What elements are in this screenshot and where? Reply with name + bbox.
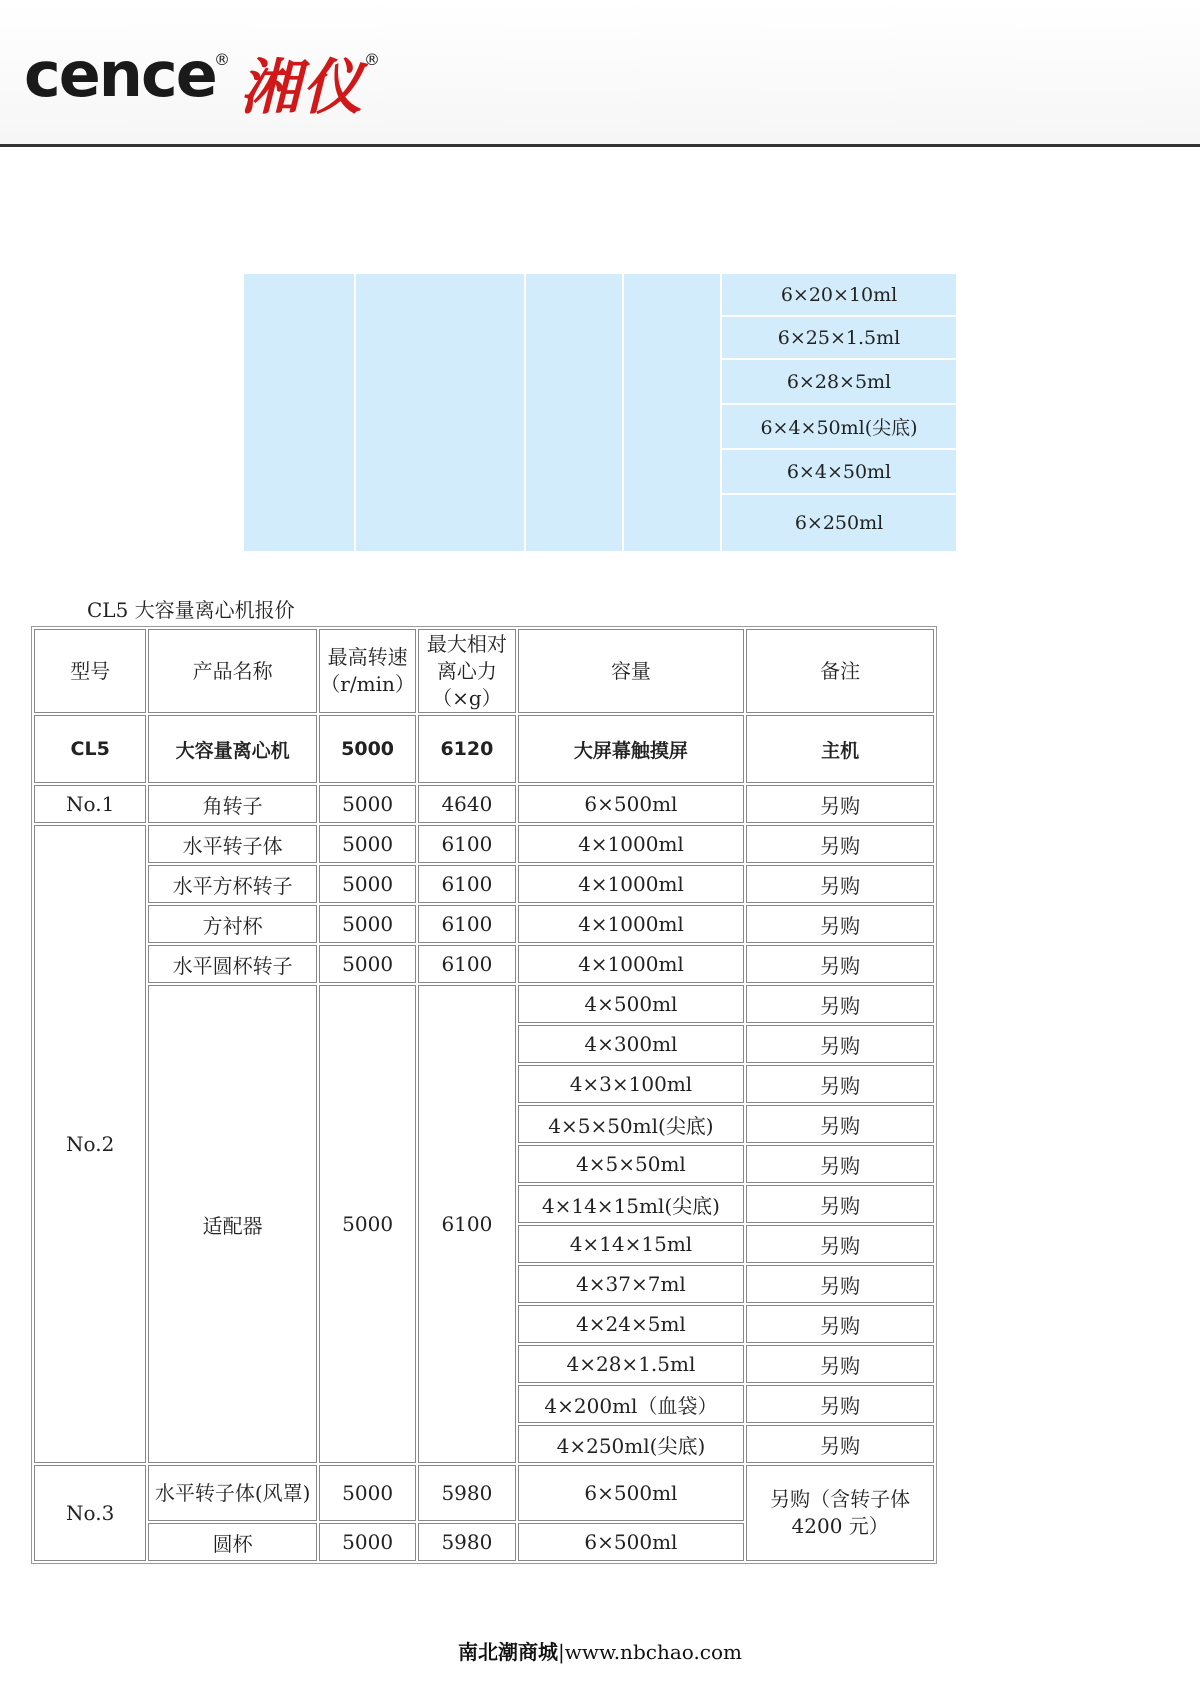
adapter-note: 另购	[746, 1425, 934, 1463]
rotor-force: 6100	[418, 905, 515, 943]
empty-cell	[624, 274, 720, 551]
host-name: 大容量离心机	[148, 715, 317, 783]
page-footer	[0, 1636, 1200, 1665]
footer-separator: |	[557, 1640, 565, 1664]
capacity-cell: 6×20×10ml	[722, 274, 956, 315]
registered-mark: ®	[214, 50, 230, 69]
host-note: 主机	[746, 715, 934, 783]
no3-capacity: 6×500ml	[518, 1523, 745, 1561]
adapter-capacity: 4×5×50ml	[518, 1145, 745, 1183]
host-speed: 5000	[319, 715, 416, 783]
rotor-name: 方衬杯	[148, 905, 317, 943]
adapter-capacity: 4×37×7ml	[518, 1265, 745, 1303]
adapter-speed: 5000	[319, 985, 416, 1463]
footer-site-name: 南北潮商城	[457, 1640, 558, 1664]
adapter-capacity: 4×14×15ml	[518, 1225, 745, 1263]
no3-force: 5980	[418, 1523, 515, 1561]
adapter-capacity: 4×28×1.5ml	[518, 1345, 745, 1383]
no3-name: 水平转子体(风罩)	[148, 1465, 317, 1521]
adapter-note: 另购	[746, 1225, 934, 1263]
no3-name: 圆杯	[148, 1523, 317, 1561]
empty-cell	[526, 274, 622, 551]
no3-capacity: 6×500ml	[518, 1465, 745, 1521]
footer-url[interactable]: www.nbchao.com	[564, 1640, 743, 1664]
adapter-capacity: 4×14×15ml(尖底)	[518, 1185, 745, 1223]
adapter-note: 另购	[746, 1065, 934, 1103]
capacity-cell: 6×4×50ml	[722, 450, 956, 493]
header-name: 产品名称	[148, 629, 317, 713]
rotor-speed: 5000	[319, 945, 416, 983]
continued-capacity-table	[242, 272, 958, 553]
adapter-capacity: 4×3×100ml	[518, 1065, 745, 1103]
host-force: 6120	[418, 715, 515, 783]
adapter-note: 另购	[746, 1345, 934, 1383]
header-capacity: 容量	[518, 629, 745, 713]
no3-model: No.3	[34, 1465, 146, 1561]
rotor-force: 6100	[418, 825, 515, 863]
adapter-note: 另购	[746, 985, 934, 1023]
no3-force: 5980	[418, 1465, 515, 1521]
rotor-capacity: 4×1000ml	[518, 865, 745, 903]
empty-cell	[356, 274, 524, 551]
xiangyi-logo-text: 湘仪	[240, 53, 364, 123]
cence-logo-text: cence	[24, 38, 216, 111]
header-speed: 最高转速（r/min）	[319, 629, 416, 713]
rotor-force: 6100	[418, 865, 515, 903]
rotor-capacity: 4×1000ml	[518, 905, 745, 943]
capacity-cell: 6×25×1.5ml	[722, 317, 956, 358]
rotor-capacity: 4×1000ml	[518, 825, 745, 863]
registered-mark: ®	[364, 50, 380, 69]
no1-speed: 5000	[319, 785, 416, 823]
rotor-speed: 5000	[319, 865, 416, 903]
adapter-capacity: 4×5×50ml(尖底)	[518, 1105, 745, 1143]
rotor-capacity: 4×1000ml	[518, 945, 745, 983]
adapter-capacity: 4×200ml（血袋）	[518, 1385, 745, 1423]
no1-capacity: 6×500ml	[518, 785, 745, 823]
table-caption: CL5 大容量离心机报价	[87, 598, 295, 622]
adapter-capacity: 4×300ml	[518, 1025, 745, 1063]
adapter-capacity: 4×500ml	[518, 985, 745, 1023]
rotor-speed: 5000	[319, 905, 416, 943]
adapter-note: 另购	[746, 1105, 934, 1143]
rotor-name: 水平转子体	[148, 825, 317, 863]
adapter-note: 另购	[746, 1145, 934, 1183]
host-model: CL5	[34, 715, 146, 783]
adapter-name: 适配器	[148, 985, 317, 1463]
adapter-note: 另购	[746, 1265, 934, 1303]
rotor-name: 水平圆杯转子	[148, 945, 317, 983]
host-capacity: 大屏幕触摸屏	[518, 715, 745, 783]
adapter-note: 另购	[746, 1385, 934, 1423]
rotor-note: 另购	[746, 945, 934, 983]
no3-speed: 5000	[319, 1465, 416, 1521]
capacity-cell: 6×4×50ml(尖底)	[722, 405, 956, 448]
adapter-capacity: 4×250ml(尖底)	[518, 1425, 745, 1463]
header-note: 备注	[746, 629, 934, 713]
rotor-note: 另购	[746, 865, 934, 903]
price-table	[31, 626, 937, 1564]
adapter-note: 另购	[746, 1025, 934, 1063]
header-force: 最大相对离心力（×g）	[418, 629, 515, 713]
header-model: 型号	[34, 629, 146, 713]
no1-note: 另购	[746, 785, 934, 823]
rotor-force: 6100	[418, 945, 515, 983]
rotor-note: 另购	[746, 825, 934, 863]
adapter-note: 另购	[746, 1305, 934, 1343]
adapter-note: 另购	[746, 1185, 934, 1223]
empty-cell	[244, 274, 354, 551]
no2-model: No.2	[34, 825, 146, 1463]
no1-model: No.1	[34, 785, 146, 823]
no1-name: 角转子	[148, 785, 317, 823]
adapter-force: 6100	[418, 985, 515, 1463]
rotor-note: 另购	[746, 905, 934, 943]
no3-speed: 5000	[319, 1523, 416, 1561]
capacity-cell: 6×250ml	[722, 495, 956, 551]
no3-note: 另购（含转子体 4200 元）	[746, 1465, 934, 1561]
adapter-capacity: 4×24×5ml	[518, 1305, 745, 1343]
capacity-cell: 6×28×5ml	[722, 360, 956, 403]
rotor-speed: 5000	[319, 825, 416, 863]
no1-force: 4640	[418, 785, 515, 823]
rotor-name: 水平方杯转子	[148, 865, 317, 903]
page-header	[0, 0, 1200, 147]
